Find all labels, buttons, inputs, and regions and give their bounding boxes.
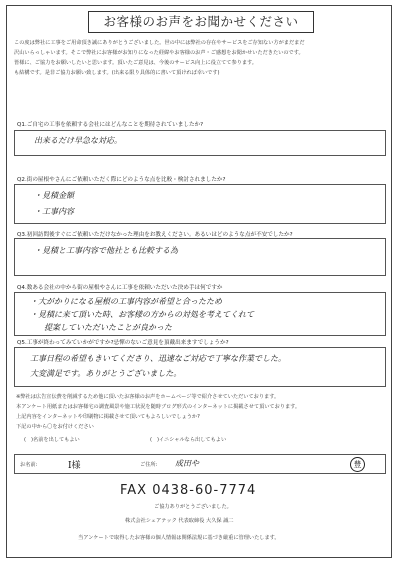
q5-answer: 工事日程の希望もきいてくださり、迅速なご対応で丁寧な作業でした。 xyxy=(30,354,286,363)
name-label: お名前: xyxy=(20,462,38,468)
intro-line: 皆様に、ご協力をお願いしたいと思います。頂いたご意見は、今後のサービス向上に役立てて参ります。 xyxy=(14,60,257,66)
q4-label: Q4.数ある会社の中から街の屋根やさんに工事を依頼いただいた決め手は何ですか xyxy=(17,285,223,291)
intro-text xyxy=(14,38,386,78)
fax-number: FAX 0438-60-7774 xyxy=(120,483,257,498)
option-initial-ok[interactable]: ( )イニシャルなら出してもよい xyxy=(150,437,227,443)
form-frame xyxy=(6,5,392,558)
intro-line: も結構です。是非ご協力お願い致します。(出来る限り具体的に書いて頂ければ幸いです) xyxy=(14,70,220,76)
q3-answer-box xyxy=(14,238,386,276)
privacy-note: 当アンケートで取得したお客様の個人情報は関係法規に基づき厳重に管理いたします。 xyxy=(78,535,280,541)
q1-answer: 出来るだけ早急な対応。 xyxy=(34,136,122,145)
q3-label: Q3.初回訪問後すぐにご依頼いただけなかった理由をお教えください。あるいはどのような点が不安でしたか? xyxy=(17,232,293,238)
address-value: 成田や xyxy=(175,459,199,468)
q3-answer: ・見積と工事内容で他社とも比較する為 xyxy=(34,246,178,255)
name-value: I様 xyxy=(68,461,81,471)
form-title: お客様のお声をお聞かせください xyxy=(88,11,314,33)
company-name: 株式会社シェアテック 代表取締役 大久保 誠二 xyxy=(125,518,234,524)
footer-note: 下記の中から〇をお付けください xyxy=(16,424,94,430)
option-label: イニシャルなら出してもよい xyxy=(159,437,227,443)
footer-note: ※弊社は広告宣伝費を削減するため他に頂いたお客様のお声をホームページ等で紹介させていただいております。 xyxy=(16,394,280,400)
footer-note: 本アンケート用紙またはお客様宅の調査風景や施工状況を随時ブログ形式のインターネットに掲載させて頂いております。 xyxy=(16,404,301,410)
q2-answer: ・工事内容 xyxy=(34,207,74,216)
address-label: ご住所: xyxy=(140,462,158,468)
q2-answer: ・見積金額 xyxy=(34,191,74,200)
intro-line: この度は弊社に工事をご用命頂き誠にありがとうございました。世の中には弊社の存在やサービスをご存知ない方がまだまだ xyxy=(14,40,305,46)
thanks-text: ご協力ありがとうございました。 xyxy=(154,504,232,510)
intro-line: 沢山いらっしゃいます。そこで弊社にお客様がお知りになった経緯やお客様のお声・ご感想をお聞かせいただきたいのです。 xyxy=(14,50,304,56)
q5-answer: 大変満足です。ありがとうございました。 xyxy=(30,369,182,378)
q5-label: Q5.工事が終わってみていかがですか?忌憚のないご意見を頂戴出来ますでしょうか? xyxy=(17,340,229,346)
q4-answer: ・見積に来て頂いた時、お客様の方からの対処を考えてくれて xyxy=(30,310,254,319)
q4-answer: 提案していただいたことが良かった xyxy=(44,323,172,332)
option-name-ok[interactable]: ( )名前を出してもよい xyxy=(24,437,80,443)
q2-label: Q2.街の屋根やさんにご依頼いただく際にどのような点を比較・検討されましたか? xyxy=(17,177,226,183)
hanko-stamp: 豊 xyxy=(350,457,365,472)
footer-note: 上記内容をインターネットや印刷物に掲載させて頂いてもよろしいでしょうか? xyxy=(16,414,200,420)
option-label: 名前を出してもよい xyxy=(33,437,80,443)
q4-answer: ・大がかりになる屋根の工事内容が希望と合ったため xyxy=(30,297,222,306)
q1-label: Q1.ご自宅の工事を依頼する会社にはどんなことを期待されていましたか? xyxy=(17,122,204,128)
